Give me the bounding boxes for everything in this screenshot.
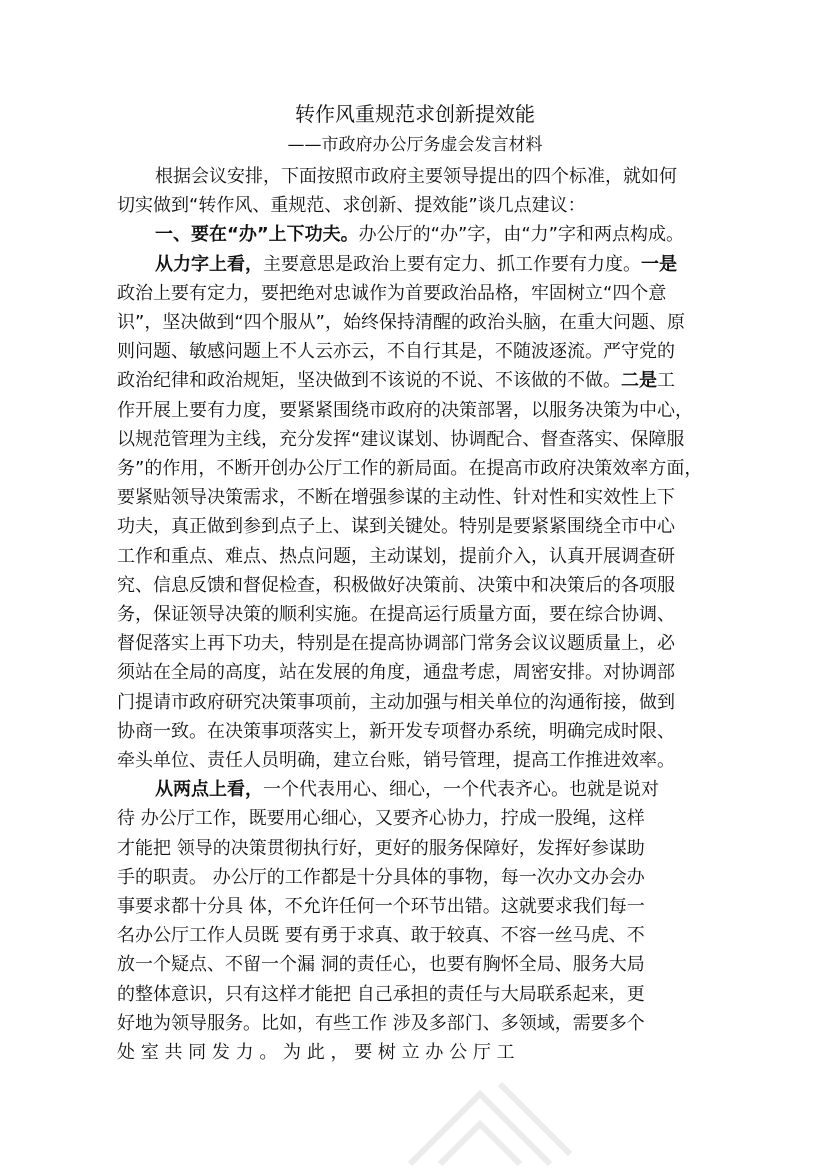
text-segment: 放一个疑点、不留一个漏 洞的责任心，也要有胸怀全局、服务大局 <box>117 954 645 976</box>
body-line <box>117 454 727 483</box>
text-segment: 督促落实上再下功夫，特别是在提高协调部门常务会议议题质量上，必 <box>117 633 675 655</box>
text-segment: 识”，坚决做到“四个服从”，始终保持清醒的政治头脑，在重大问题、原 <box>117 312 685 333</box>
text-segment: 才能把 领导的决策贯彻执行好，更好的服务保障好，发挥好参谋助 <box>117 837 645 859</box>
text-segment: 的整体意识，只有这样才能把 自己承担的责任与大局联系起来，更 <box>117 983 645 1005</box>
text-segment: 工作和重点、难点、热点问题，主动谋划，提前介入，认真开展调查研 <box>117 545 675 567</box>
text-segment: 切实做到“转作风、重规范、求创新、提效能”谈几点建议： <box>117 195 586 217</box>
body-line <box>117 629 727 658</box>
text-segment: 究、信息反馈和督促检查，积极做好决策前、决策中和决策后的各项服 <box>117 574 675 596</box>
body-line <box>117 717 727 746</box>
text-segment: 待 办公厅工作，既要用心细心，又要齐心协力，拧成一股绳，这样 <box>117 808 645 830</box>
text-segment: 门提请市政府研究决策事项前，主动加强与相关单位的沟通衔接，做到 <box>117 691 675 713</box>
body-line <box>117 892 727 921</box>
text-segment: 以规范管理为主线，充分发挥“建议谋划、协调配合、督查落实、保障服 <box>117 428 685 450</box>
text-segment: 务”的作用，不断开创办公厅工作的新局面。在提高市政府决策效率方面， <box>117 458 703 479</box>
body-line <box>155 775 727 804</box>
bold-text-segment: 一是 <box>641 253 677 275</box>
body-line <box>155 220 727 249</box>
body-line <box>117 191 727 220</box>
body-line <box>117 863 727 892</box>
text-segment: 须站在全局的高度，站在发展的角度，通盘考虑，周密安排。对协调部 <box>117 662 675 684</box>
text-segment: 务，保证领导决策的顺利实施。在提高运行质量方面，要在综合协调、 <box>117 604 675 625</box>
body-line <box>155 162 727 191</box>
bold-text-segment: 一、要在“办”上下功夫。 <box>155 224 359 246</box>
body-line <box>117 279 727 308</box>
body-line <box>117 950 727 979</box>
text-segment: 主要意思是政治上要有定力、抓工作要有力度。 <box>263 253 641 275</box>
text-segment: 根据会议安排，下面按照市政府主要领导提出的四个标准，就如何 <box>155 166 677 187</box>
document-subtitle: ——市政府办公厅务虚会发言材料 <box>287 135 543 155</box>
body-line <box>117 366 727 395</box>
body-line <box>117 834 727 863</box>
text-segment: 手的职责。 办公厅的工作都是十分具体的事物，每一次办文办会办 <box>117 866 645 888</box>
text-segment: 办公厅的“办”字，由“力”字和两点构成。 <box>358 224 684 246</box>
bold-text-segment: 二是 <box>621 370 657 392</box>
text-segment: 处 室 共 同 发 力 。 为 此 ， 要 树 立 办 公 厅 工 <box>117 1042 515 1063</box>
body-line <box>117 746 727 775</box>
text-segment: 政治纪律和政治规矩，坚决做到不该说的不说、不该做的不做。 <box>117 370 621 392</box>
body-line <box>117 571 727 600</box>
body-line <box>117 483 727 512</box>
bold-text-segment: 从力字上看， <box>155 253 263 275</box>
body-line <box>117 658 727 687</box>
text-segment: 则问题、敏感问题上不人云亦云，不自行其是，不随波逐流。严守党的 <box>117 341 675 363</box>
text-segment: 牵头单位、责任人员明确，建立台账，销号管理，提高工作推进效率。 <box>117 750 675 771</box>
body-line <box>117 337 727 366</box>
body-line <box>117 600 727 629</box>
body-line <box>117 512 727 541</box>
body-line <box>117 425 727 454</box>
body-line <box>117 921 727 950</box>
text-segment: 事要求都十分具 体，不允许任何一个环节出错。这就要求我们每一 <box>117 896 645 917</box>
text-segment: 名办公厅工作人员既 要有勇于求真、敢于较真、不容一丝马虎、不 <box>117 925 645 947</box>
body-line <box>117 1009 727 1038</box>
body-line <box>117 396 727 425</box>
watermark-logo-icon <box>390 1064 590 1174</box>
body-line <box>117 308 727 337</box>
body-line <box>155 250 727 279</box>
document-title: 转作风重规范求创新提效能 <box>295 102 535 126</box>
body-line <box>117 980 727 1009</box>
body-line <box>117 804 727 833</box>
text-segment: 好地为领导服务。比如，有些工作 涉及多部门、多领域，需要多个 <box>117 1012 645 1034</box>
body-line <box>117 1038 727 1067</box>
body-line <box>117 542 727 571</box>
text-segment: 功夫，真正做到参到点子上、谋到关键处。特别是要紧紧围绕全市中心 <box>117 516 675 538</box>
text-segment: 协商一致。在决策事项落实上，新开发专项督办系统，明确完成时限、 <box>117 720 675 742</box>
text-segment: 要紧贴领导决策需求，不断在增强参谋的主动性、针对性和实效性上下 <box>117 487 675 509</box>
text-segment: 作开展上要有力度，要紧紧围绕市政府的决策部署，以服务决策为中心， <box>117 399 693 421</box>
text-segment: 一个代表用心、细心，一个代表齐心。也就是说对 <box>263 779 659 801</box>
text-segment: 政治上要有定力，要把绝对忠诚作为首要政治品格，牢固树立“四个意 <box>117 282 667 304</box>
body-line <box>117 688 727 717</box>
text-segment: 工 <box>657 370 675 392</box>
bold-text-segment: 从两点上看， <box>155 779 263 801</box>
